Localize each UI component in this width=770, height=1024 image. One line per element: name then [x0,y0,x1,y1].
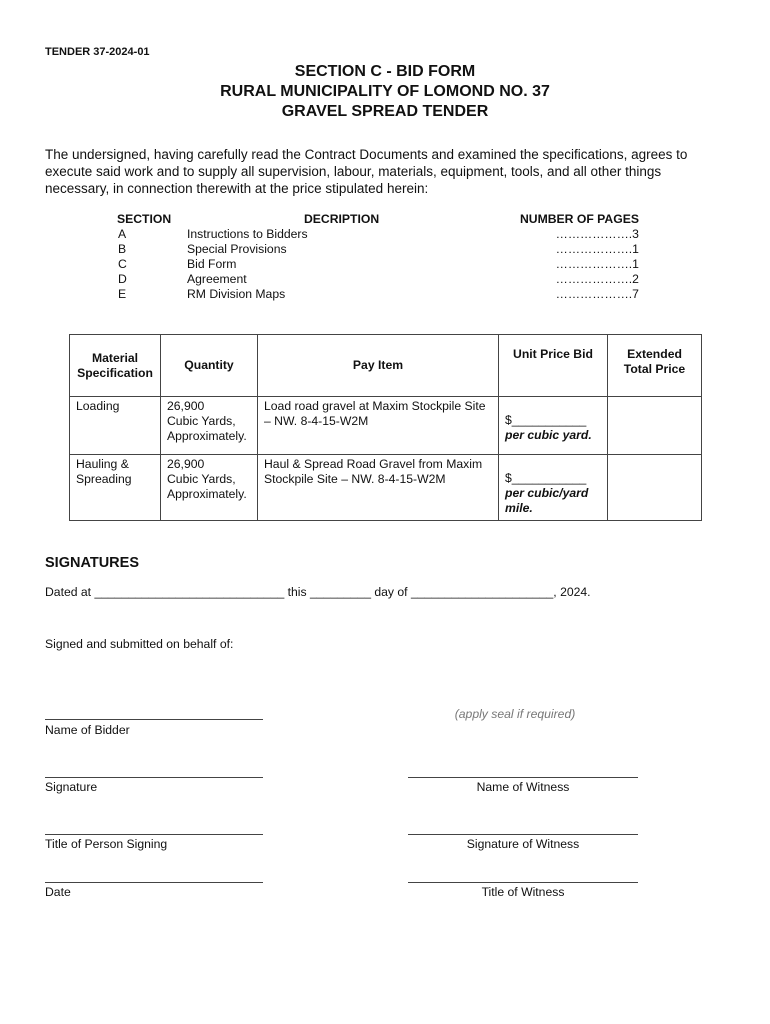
cell-unit-price[interactable] [499,455,608,521]
toc-row-section: E [118,287,127,301]
title-of-person-signing-label: Title of Person Signing [45,837,168,851]
quantity-note: Approximately. [167,487,247,501]
cell-pay-item: Haul & Spread Road Gravel from Maxim Stockpile Site – NW. 8-4-15-W2M [258,455,499,521]
toc-row-section: D [118,272,127,286]
unit-price-blank[interactable]: $___________ [505,471,587,485]
signatures-heading: SIGNATURES [45,555,139,571]
quantity-unit: Cubic Yards, [167,414,236,428]
cell-pay-item: Load road gravel at Maxim Stockpile Site – NW. 8-4-15-W2M [258,397,499,455]
quantity-note: Approximately. [167,429,247,443]
title-line-1: SECTION C - BID FORM [294,63,476,80]
bid-table-header-row [70,335,702,397]
header-pay-item: Pay Item [258,335,499,397]
signature-of-witness-label: Signature of Witness [466,837,580,851]
toc-row-description: Instructions to Bidders [187,227,308,241]
cell-unit-price[interactable] [499,397,608,455]
seal-note: (apply seal if required) [454,707,576,721]
quantity-unit: Cubic Yards, [167,472,236,486]
toc-row-pages: ……………….7 [555,287,639,301]
header-quantity: Quantity [161,335,258,397]
cell-extended-total[interactable] [608,397,702,455]
toc-description-column [187,212,379,302]
toc-row-pages: ……………….1 [555,257,639,271]
document-title [0,62,770,122]
header-extended-line-2: Total Price [623,362,686,376]
bidder-name-line[interactable] [45,719,263,720]
toc-row-description: Bid Form [187,257,237,271]
cell-quantity [161,455,258,521]
header-extended-line-1: Extended [627,347,682,361]
cell-material: Loading [70,397,161,455]
toc-row-description: Agreement [187,272,247,286]
toc-section-column [117,212,171,302]
signed-on-behalf-label: Signed and submitted on behalf of: [45,637,234,651]
table-row [70,455,702,521]
tender-number: TENDER 37-2024-01 [45,46,150,58]
toc-pages-column [520,212,639,302]
header-material-line-2: Specification [77,365,153,380]
header-unit-price-bid: Unit Price Bid [499,335,608,397]
toc-section-header: SECTION [117,212,172,226]
witness-title-line[interactable] [408,882,638,883]
header-extended-total-price [608,335,702,397]
toc-row-section: A [118,227,127,241]
title-of-person-line[interactable] [45,834,263,835]
header-material-specification [70,335,161,397]
toc-row-section: B [118,242,127,256]
title-line-3: GRAVEL SPREAD TENDER [281,103,489,120]
date-line[interactable] [45,882,263,883]
dated-at-line[interactable]: Dated at ____________________________ this _________ day of _____________________, 2024. [45,585,591,599]
cell-material [70,455,161,521]
header-material-line-1: Material [91,350,139,365]
quantity-value: 26,900 [167,457,205,471]
date-label: Date [45,885,71,899]
name-of-bidder-label: Name of Bidder [45,723,130,737]
quantity-value: 26,900 [167,399,205,413]
signature-line[interactable] [45,777,263,778]
material-line-2: Spreading [76,472,132,486]
witness-name-line[interactable] [408,777,638,778]
toc-description-header: DECRIPTION [304,212,380,226]
unit-price-per-line-1: per cubic/yard [505,486,589,500]
unit-price-blank[interactable]: $___________ [505,413,587,427]
cell-extended-total[interactable] [608,455,702,521]
witness-signature-line[interactable] [408,834,638,835]
name-of-witness-label: Name of Witness [476,780,570,794]
toc-row-pages: ……………….2 [555,272,639,286]
unit-price-per: per cubic yard. [505,428,592,442]
signature-label: Signature [45,780,98,794]
toc-row-pages: ……………….1 [555,242,639,256]
intro-paragraph: The undersigned, having carefully read the Contract Documents and examined the specifications, agrees to execute said work and to supply all supervision, labour, materials, equipment, tools, and all other things necessary, in connection therewith at the price stipulated herein: [45,147,688,196]
toc-row-description: Special Provisions [187,242,287,256]
cell-quantity [161,397,258,455]
material-line-1: Hauling & [76,457,129,471]
toc-row-pages: ……………….3 [555,227,639,241]
title-line-2: RURAL MUNICIPALITY OF LOMOND NO. 37 [220,83,550,100]
table-row [70,397,702,455]
toc-row-section: C [118,257,127,271]
toc-pages-header: NUMBER OF PAGES [520,212,639,226]
bid-table [69,334,702,521]
unit-price-per-line-2: mile. [505,501,533,515]
toc-row-description: RM Division Maps [187,287,286,301]
title-of-witness-label: Title of Witness [481,885,565,899]
